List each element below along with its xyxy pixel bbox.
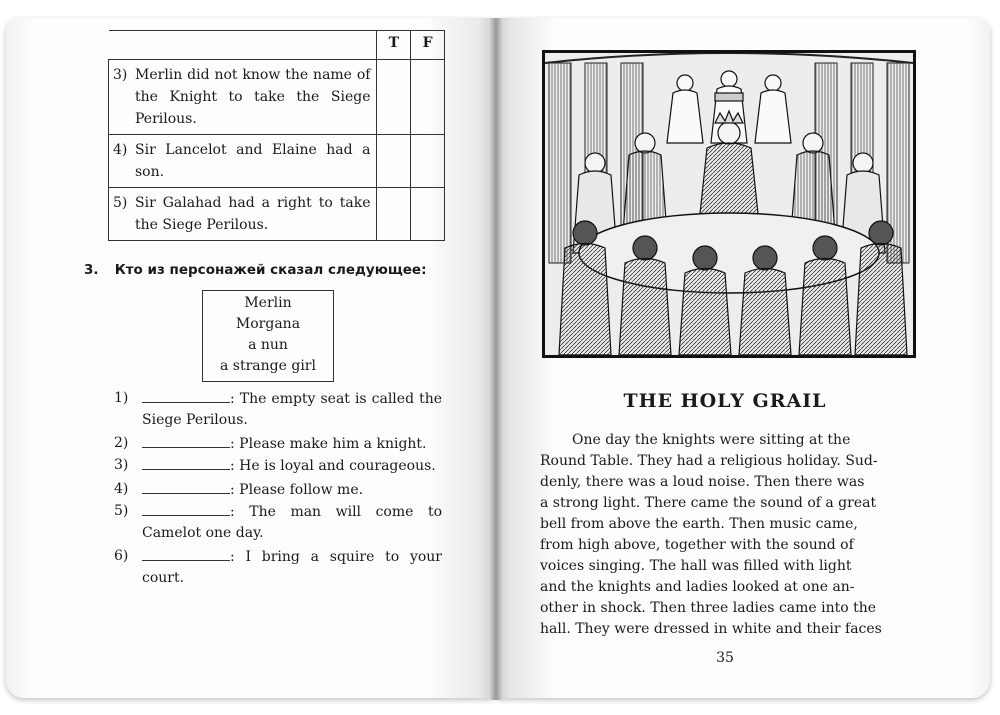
- illustration-drawing: [545, 53, 913, 355]
- character-name: a strange girl: [220, 358, 316, 374]
- knights-round-table-illustration: [542, 50, 916, 358]
- true-checkbox-cell[interactable]: [377, 188, 411, 241]
- quote-item: [114, 501, 442, 544]
- text-line: bell from above the earth. Then music came,: [540, 516, 858, 532]
- true-false-table: [108, 30, 445, 241]
- text-line: hall. They were dressed in white and their faces: [540, 621, 882, 637]
- answer-blank[interactable]: [142, 479, 230, 494]
- header-true: T: [377, 31, 411, 60]
- answer-blank[interactable]: [142, 455, 230, 470]
- statement-text: Sir Lancelot and Elaine had a son.: [135, 142, 371, 180]
- answer-blank[interactable]: [142, 388, 230, 403]
- book-spine: [490, 18, 502, 700]
- quote-item: [114, 455, 442, 477]
- quote-item: [114, 388, 442, 431]
- page-number: 35: [716, 650, 734, 666]
- true-checkbox-cell[interactable]: [377, 135, 411, 188]
- statement-cell: [109, 188, 377, 241]
- header-false: F: [411, 31, 445, 60]
- quote-text: : I bring a squire to your court.: [142, 549, 442, 586]
- task-3-heading: [84, 262, 426, 278]
- quote-text: : Please make him a knight.: [230, 436, 427, 452]
- text-line: voices singing. The hall was filled with light: [540, 558, 852, 574]
- statement-cell: [109, 60, 377, 135]
- text-line: and the knights and ladies looked at one an-: [540, 579, 855, 595]
- false-checkbox-cell[interactable]: [411, 60, 445, 135]
- quote-text: : The man will come to Camelot one day.: [142, 504, 442, 541]
- answer-blank[interactable]: [142, 433, 230, 448]
- quote-number: 6): [114, 548, 129, 564]
- quote-number: 5): [114, 503, 129, 519]
- quotes-list: [114, 388, 442, 589]
- character-name: a nun: [248, 337, 288, 353]
- task-instruction: Кто из персонажей сказал следующее:: [114, 262, 427, 278]
- quote-number: 1): [114, 390, 129, 406]
- text-line: One day the knights were sitting at the: [572, 432, 851, 448]
- quote-item: [114, 433, 442, 455]
- statement-number: 5): [113, 195, 128, 211]
- quote-item: [114, 479, 442, 501]
- statement-text: Sir Galahad had a right to take the Siege Perilous.: [135, 195, 371, 233]
- table-row: [109, 135, 445, 188]
- quote-number: 2): [114, 435, 129, 451]
- chapter-title: THE HOLY GRAIL: [623, 390, 827, 412]
- character-name: Merlin: [244, 295, 292, 311]
- text-line: a strong light. There came the sound of a great: [540, 495, 877, 511]
- task-number: 3.: [84, 262, 99, 278]
- false-checkbox-cell[interactable]: [411, 135, 445, 188]
- table-header-blank: [109, 31, 377, 60]
- statement-text: Merlin did not know the name of the Knight to take the Siege Perilous.: [135, 67, 371, 127]
- table-header-row: [109, 31, 445, 60]
- text-line: denly, there was a loud noise. Then there was: [540, 474, 865, 490]
- quote-text: : Please follow me.: [230, 482, 364, 498]
- table-row: [109, 60, 445, 135]
- text-line: other in shock. Then three ladies came into the: [540, 600, 877, 616]
- table-row: [109, 188, 445, 241]
- quote-number: 4): [114, 481, 129, 497]
- character-names-box: [202, 290, 334, 382]
- character-name: Morgana: [235, 316, 301, 332]
- statement-number: 3): [113, 67, 128, 83]
- quote-number: 3): [114, 457, 129, 473]
- quote-item: [114, 546, 442, 589]
- answer-blank[interactable]: [142, 501, 230, 516]
- answer-blank[interactable]: [142, 546, 230, 561]
- text-line: Round Table. They had a religious holiday. Sud-: [540, 453, 878, 469]
- text-line: from high above, together with the sound of: [540, 537, 854, 553]
- chapter-body-text: [540, 430, 910, 640]
- true-checkbox-cell[interactable]: [377, 60, 411, 135]
- statement-cell: [109, 135, 377, 188]
- quote-text: : The empty seat is called the Siege Perilous.: [142, 391, 442, 428]
- quote-text: : He is loyal and courageous.: [230, 458, 436, 474]
- false-checkbox-cell[interactable]: [411, 188, 445, 241]
- statement-number: 4): [113, 142, 128, 158]
